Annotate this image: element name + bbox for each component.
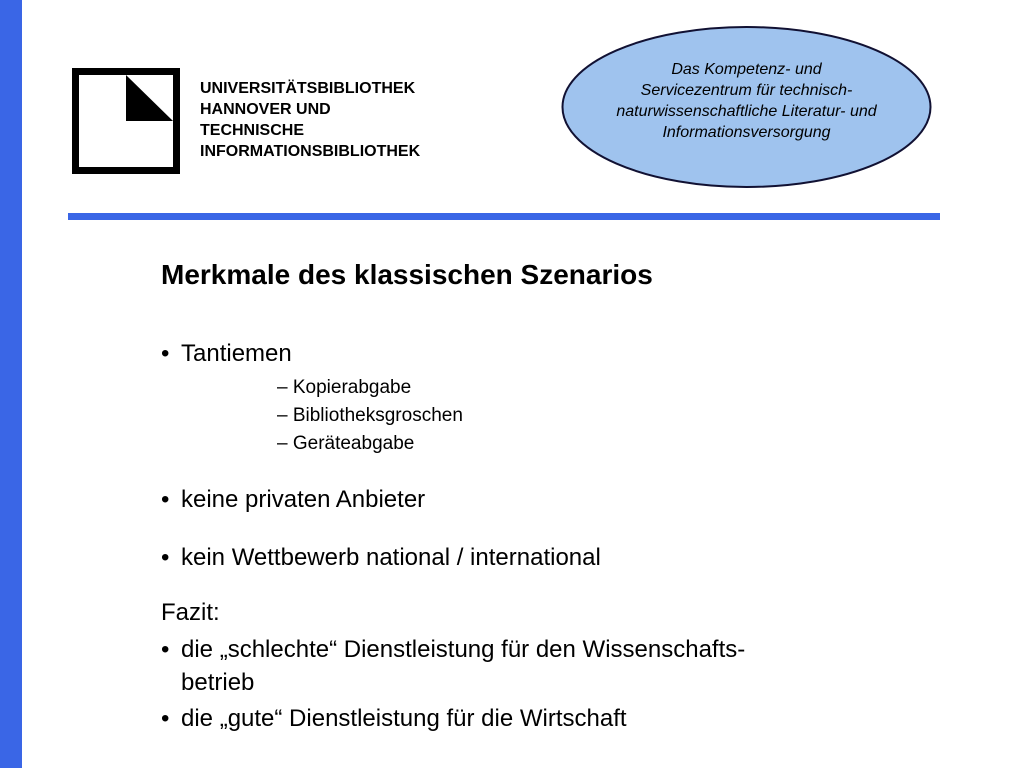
- bullet-item: [161, 541, 601, 574]
- sub-item: – Bibliotheksgroschen: [277, 405, 463, 426]
- sub-item: – Kopierabgabe: [277, 377, 412, 398]
- slide-title: Merkmale des klassischen Szenarios: [161, 259, 653, 290]
- bullet-text: keine privaten Anbieter: [181, 486, 426, 513]
- institution-name: [200, 78, 420, 162]
- competence-center-ellipse: [560, 24, 933, 190]
- left-accent-stripe: [0, 0, 22, 768]
- tib-logo-icon: [79, 75, 173, 167]
- bullet-text: kein Wettbewerb national / international: [181, 544, 601, 571]
- ellipse-line: Informationsversorgung: [662, 124, 831, 141]
- bullet-glyph: •: [161, 705, 170, 732]
- bullet-glyph: •: [161, 340, 170, 367]
- ellipse-line: Servicezentrum für technisch-: [640, 82, 853, 99]
- fazit-text: die „gute“ Dienstleistung für die Wirtschaft: [181, 705, 627, 732]
- institution-line: UNIVERSITÄTSBIBLIOTHEK: [200, 80, 416, 97]
- fazit-item: [161, 633, 745, 666]
- ellipse-line: naturwissenschaftliche Literatur- und: [616, 103, 877, 120]
- bullet-text: Tantiemen: [181, 340, 292, 367]
- institution-line: INFORMATIONSBIBLIOTHEK: [200, 143, 421, 160]
- bullet-glyph: •: [161, 636, 170, 663]
- header-divider: [68, 213, 940, 220]
- bullet-glyph: •: [161, 486, 170, 513]
- bullet-glyph: •: [161, 544, 170, 571]
- sub-item: – Geräteabgabe: [277, 433, 415, 454]
- ellipse-line: Das Kompetenz- und: [671, 61, 822, 78]
- fazit-label: Fazit:: [161, 599, 220, 626]
- institution-line: TECHNISCHE: [200, 122, 305, 139]
- logo: [72, 68, 180, 174]
- bullet-item: [161, 337, 292, 370]
- ellipse-text: [580, 59, 913, 143]
- fazit-text: die „schlechte“ Dienstleistung für den Wissenschafts-: [181, 636, 746, 663]
- bullet-item: [161, 483, 425, 516]
- fazit-item-continuation: betrieb: [181, 669, 255, 696]
- institution-line: HANNOVER UND: [200, 101, 331, 118]
- fazit-item: [161, 702, 627, 735]
